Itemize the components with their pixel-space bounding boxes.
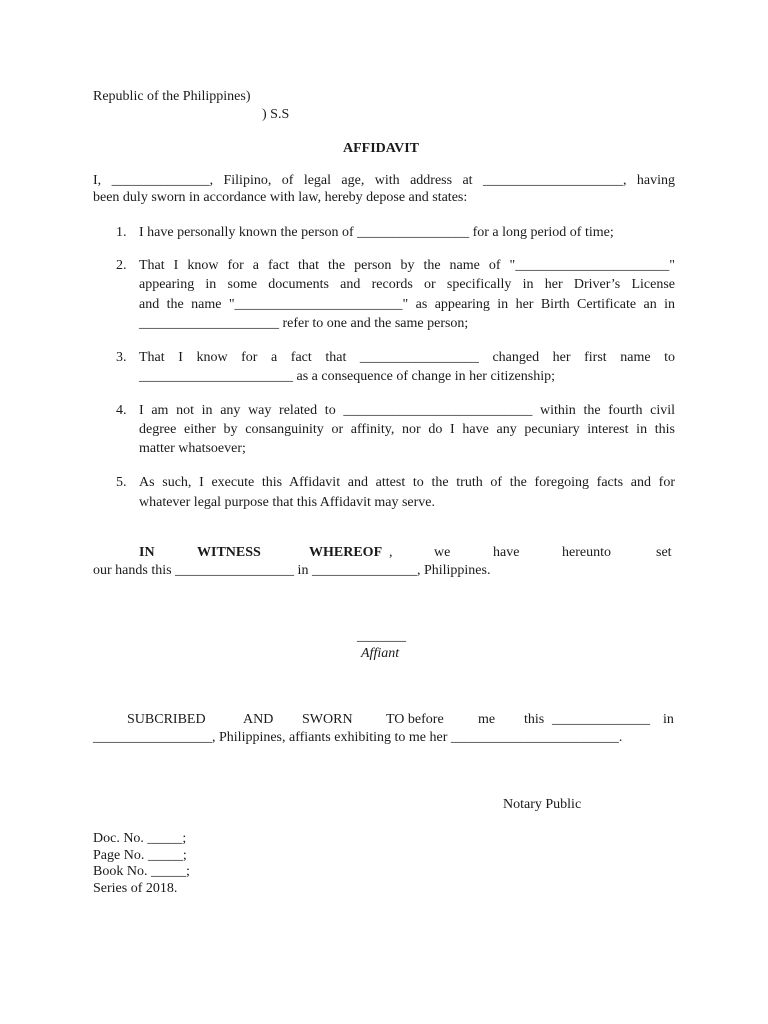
witness-word-whereof: WHEREOF: [309, 545, 383, 560]
footer-book-no: Book No. _____;: [93, 864, 190, 879]
footer-page-no: Page No. _____;: [93, 848, 187, 863]
item-4-line-2: degree either by consanguinity or affinity, nor do I have any pecuniary interest in this: [139, 422, 675, 437]
item-4-line-1: I am not in any way related to ___________________________ within the fourth civil: [139, 403, 675, 418]
subscribed-line-2: _________________, Philippines, affiants exhibiting to me her ________________________.: [93, 730, 623, 745]
witness-word-witness: WITNESS: [197, 545, 261, 560]
header-line-ss: ) S.S: [262, 107, 290, 122]
witness-word-have: have: [493, 545, 520, 560]
footer-doc-no: Doc. No. _____;: [93, 831, 187, 846]
subscribed-word-me: me: [478, 712, 496, 727]
subscribed-word-to-before: TO before: [386, 712, 444, 727]
witness-word-we: we: [434, 545, 451, 560]
item-5-number: 5.: [116, 475, 127, 490]
item-1-line-1: I have personally known the person of ________________ for a long period of time;: [139, 225, 614, 240]
item-3-line-2: ______________________ as a consequence of change in her citizenship;: [139, 369, 556, 384]
document-title: AFFIDAVIT: [343, 141, 419, 156]
affiant-label: Affiant: [361, 646, 400, 661]
witness-word-set: set: [656, 545, 672, 560]
witness-comma: ,: [389, 545, 393, 560]
header-line-republic: Republic of the Philippines): [93, 89, 251, 104]
item-4-number: 4.: [116, 403, 127, 418]
notary-public-label: Notary Public: [503, 797, 582, 812]
subscribed-word-subcribed: SUBCRIBED: [127, 712, 206, 727]
intro-line-2: been duly sworn in accordance with law, hereby depose and states:: [93, 190, 468, 205]
item-1-number: 1.: [116, 225, 127, 240]
affiant-signature-line: _______: [357, 629, 406, 644]
item-3-line-1: That I know for a fact that _________________ changed her first name to: [139, 350, 675, 365]
footer-series: Series of 2018.: [93, 881, 178, 896]
item-4-line-3: matter whatsoever;: [139, 441, 246, 456]
item-2-number: 2.: [116, 258, 127, 273]
witness-word-hereunto: hereunto: [562, 545, 611, 560]
item-5-line-2: whatever legal purpose that this Affidavit may serve.: [139, 495, 435, 510]
intro-line-1: I, ______________, Filipino, of legal age, with address at ____________________, having: [93, 173, 675, 188]
item-2-line-4: ____________________ refer to one and the same person;: [139, 316, 469, 331]
item-3-number: 3.: [116, 350, 127, 365]
subscribed-word-this: this: [524, 712, 545, 727]
item-2-line-3: and the name "________________________" as appearing in her Birth Certificate an in: [139, 297, 675, 312]
witness-line-2: our hands this _________________ in _______________, Philippines.: [93, 563, 491, 578]
subscribed-date-blank: ______________: [552, 712, 650, 727]
subscribed-word-and: AND: [243, 712, 274, 727]
subscribed-word-sworn: SWORN: [302, 712, 353, 727]
item-5-line-1: As such, I execute this Affidavit and attest to the truth of the foregoing facts and for: [139, 475, 675, 490]
item-2-line-1: That I know for a fact that the person by the name of "______________________": [139, 258, 675, 273]
witness-word-in: IN: [139, 545, 155, 560]
item-2-line-2: appearing in some documents and records or specifically in her Driver’s License: [139, 277, 675, 292]
subscribed-word-in: in: [663, 712, 674, 727]
